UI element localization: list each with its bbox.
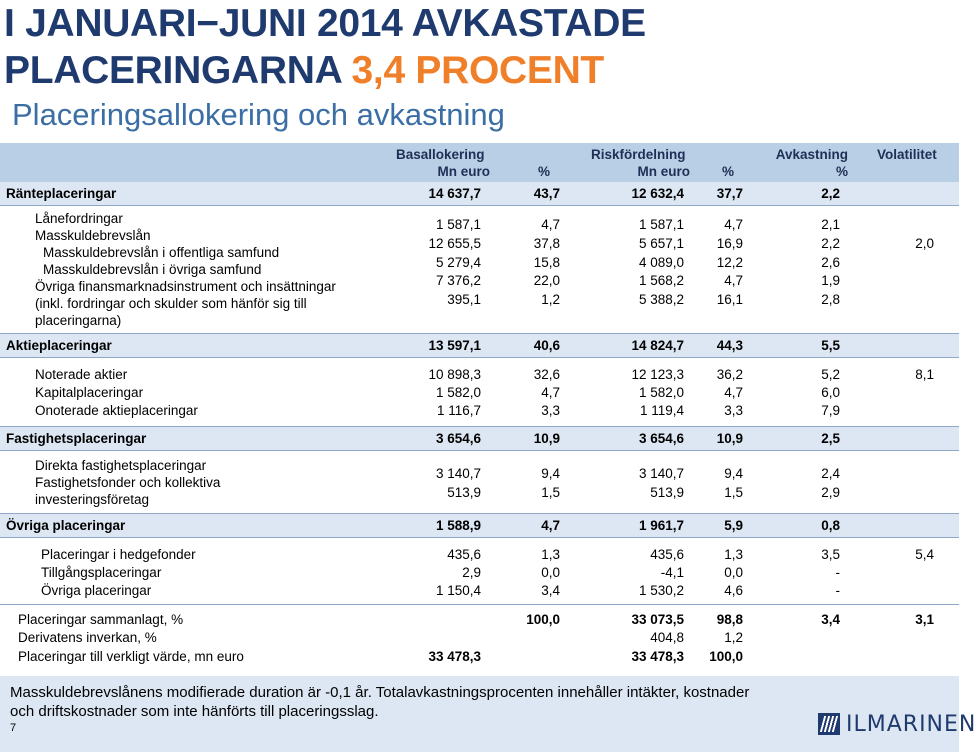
cell-bas-pct: 37,8	[533, 236, 560, 251]
cell-bas-pct: 0,0	[541, 565, 560, 580]
row-label: Noterade aktier	[35, 367, 128, 382]
row-label: Övriga placeringar	[41, 583, 152, 598]
cell-vol: 2,0	[915, 236, 934, 251]
cell-avk: 7,9	[821, 403, 840, 418]
cell-avk: 3,4	[821, 612, 840, 627]
cell-risk-mn: 14 824,7	[631, 338, 684, 353]
cell-risk-mn: 435,6	[650, 547, 684, 562]
cell-vol: 5,4	[915, 547, 934, 562]
cell-risk-mn: 1 961,7	[638, 518, 684, 533]
cell-bas-pct: 32,6	[533, 367, 560, 382]
cell-risk-pct: 1,2	[724, 630, 743, 645]
cell-bas-pct: 40,6	[533, 338, 560, 353]
cell-bas-mn: 10 898,3	[428, 367, 481, 382]
col-bas-pct: %	[538, 164, 551, 179]
cell-avk: 2,8	[821, 292, 840, 307]
section-label-rante: Ränteplaceringar	[6, 186, 117, 201]
row-label: Tillgångsplaceringar	[41, 565, 162, 580]
row-label: Direkta fastighetsplaceringar	[35, 458, 207, 473]
page-subtitle: Placeringsallokering och avkastning	[12, 97, 505, 132]
cell-risk-mn: 1 582,0	[638, 385, 684, 400]
col-riskfordelning: Riskfördelning	[591, 147, 686, 162]
cell-bas-mn: 2,9	[462, 565, 481, 580]
cell-risk-mn: 33 478,3	[631, 649, 684, 664]
separator	[0, 537, 959, 538]
cell-bas-mn: 3 140,7	[435, 466, 481, 481]
cell-bas-mn: 1 116,7	[436, 403, 481, 418]
row-label: Onoterade aktieplaceringar	[35, 403, 198, 418]
cell-avk: 2,4	[821, 466, 840, 481]
cell-risk-pct: 5,9	[724, 518, 743, 533]
cell-bas-pct: 4,7	[541, 518, 560, 533]
cell-risk-mn: 3 140,7	[638, 466, 684, 481]
cell-risk-pct: 1,5	[724, 485, 743, 500]
cell-risk-mn: 12 632,4	[631, 186, 684, 201]
cell-risk-pct: 1,3	[724, 547, 743, 562]
page-number: 7	[10, 722, 17, 734]
cell-bas-mn: 1 582,0	[435, 385, 481, 400]
cell-risk-mn: -4,1	[660, 565, 684, 580]
separator	[0, 357, 959, 358]
cell-avk: 2,2	[821, 186, 840, 201]
footnote: Masskuldebrevslånens modifierade duration är -0,1 år. Totalavkastningsprocenten innehåller intäkter, kostnader och driftskostnader som inte hänförts till placeringsslag.	[10, 684, 750, 720]
cell-bas-pct: 4,7	[541, 217, 560, 232]
cell-avk: 2,6	[821, 255, 840, 270]
row-label: Fastighetsfonder och kollektiva	[35, 475, 221, 490]
cell-bas-pct: 43,7	[533, 186, 560, 201]
page-title-highlight: 3,4 PROCENT	[351, 49, 604, 92]
cell-risk-pct: 44,3	[716, 338, 743, 353]
cell-risk-mn: 1 119,4	[639, 403, 684, 418]
cell-risk-pct: 4,7	[724, 217, 743, 232]
cell-bas-pct: 3,4	[541, 583, 560, 598]
cell-avk: 2,1	[821, 217, 840, 232]
cell-bas-pct: 1,5	[541, 485, 560, 500]
cell-risk-mn: 513,9	[650, 485, 684, 500]
cell-avk: 5,2	[821, 367, 840, 382]
cell-risk-pct: 10,9	[716, 431, 743, 446]
page-title-text: PLACERINGARNA	[4, 49, 352, 92]
page-title-line-1: I JANUARI−JUNI 2014 AVKASTADE	[4, 2, 646, 45]
separator	[0, 205, 959, 206]
cell-risk-mn: 5 657,1	[638, 236, 684, 251]
cell-risk-mn: 1 587,1	[638, 217, 684, 232]
cell-bas-pct: 1,3	[541, 547, 560, 562]
row-label: Placeringar till verkligt värde, mn euro	[18, 649, 244, 664]
cell-bas-mn: 395,1	[447, 292, 481, 307]
cell-risk-mn: 12 123,3	[631, 367, 684, 382]
cell-bas-pct: 10,9	[533, 431, 560, 446]
row-label: Masskuldebrevslån	[35, 228, 151, 243]
section-label-aktie: Aktieplaceringar	[6, 338, 112, 353]
row-label: Placeringar i hedgefonder	[41, 547, 196, 562]
logo-text: ILMARINEN	[846, 711, 976, 737]
cell-risk-mn: 1 568,2	[638, 273, 684, 288]
cell-avk: -	[835, 583, 840, 598]
cell-avk: 2,9	[821, 485, 840, 500]
cell-bas-mn: 12 655,5	[428, 236, 481, 251]
cell-bas-pct: 3,3	[541, 403, 560, 418]
cell-bas-pct: 100,0	[526, 612, 560, 627]
cell-bas-mn: 513,9	[447, 485, 481, 500]
cell-risk-pct: 16,9	[716, 236, 743, 251]
cell-bas-mn: 7 376,2	[435, 273, 481, 288]
cell-risk-mn: 4 089,0	[638, 255, 684, 270]
cell-vol: 8,1	[915, 367, 934, 382]
cell-avk: 3,5	[821, 547, 840, 562]
cell-avk: 2,2	[821, 236, 840, 251]
cell-bas-pct: 15,8	[533, 255, 560, 270]
cell-risk-pct: 4,7	[724, 273, 743, 288]
cell-risk-pct: 100,0	[709, 649, 743, 664]
cell-avk: -	[835, 565, 840, 580]
col-risk-pct: %	[722, 164, 735, 179]
row-label: placeringarna)	[35, 313, 122, 328]
col-basallokering: Basallokering	[396, 147, 485, 162]
row-label: investeringsföretag	[35, 492, 150, 507]
ilmarinen-logo	[818, 712, 976, 736]
cell-avk: 5,5	[821, 338, 840, 353]
cell-bas-mn: 1 587,1	[435, 217, 481, 232]
cell-bas-mn: 14 637,7	[428, 186, 481, 201]
cell-risk-pct: 98,8	[716, 612, 743, 627]
col-avk-pct: %	[836, 164, 849, 179]
cell-risk-pct: 36,2	[716, 367, 743, 382]
cell-avk: 1,9	[821, 273, 840, 288]
cell-bas-mn: 3 654,6	[435, 431, 481, 446]
cell-risk-mn: 33 073,5	[631, 612, 684, 627]
row-label: Lånefordringar	[35, 211, 123, 226]
section-label-ovriga: Övriga placeringar	[6, 518, 126, 533]
cell-avk: 0,8	[821, 518, 840, 533]
cell-bas-mn: 13 597,1	[428, 338, 481, 353]
cell-bas-pct: 22,0	[533, 273, 560, 288]
row-label: Masskuldebrevslån i offentliga samfund	[43, 245, 280, 260]
cell-avk: 2,5	[821, 431, 840, 446]
cell-avk: 6,0	[821, 385, 840, 400]
row-label: (inkl. fordringar och skulder som hänför sig till	[35, 296, 307, 311]
cell-vol: 3,1	[915, 612, 934, 627]
section-label-fastighet: Fastighetsplaceringar	[6, 431, 147, 446]
page-title-line-2	[4, 49, 604, 93]
cell-bas-mn: 435,6	[447, 547, 481, 562]
cell-risk-pct: 4,6	[724, 583, 743, 598]
row-label: Placeringar sammanlagt, %	[18, 612, 184, 627]
cell-bas-mn: 1 150,4	[435, 583, 481, 598]
cell-risk-mn: 3 654,6	[638, 431, 684, 446]
cell-risk-pct: 0,0	[724, 565, 743, 580]
cell-risk-mn: 1 530,2	[638, 583, 684, 598]
cell-bas-mn: 1 588,9	[435, 518, 481, 533]
cell-bas-pct: 4,7	[541, 385, 560, 400]
cell-risk-pct: 3,3	[724, 403, 743, 418]
col-risk-mn-euro: Mn euro	[637, 164, 690, 179]
cell-risk-pct: 4,7	[724, 385, 743, 400]
cell-risk-mn: 5 388,2	[638, 292, 684, 307]
cell-risk-mn: 404,8	[650, 630, 684, 645]
col-avkastning: Avkastning	[775, 147, 848, 162]
cell-bas-mn: 5 279,4	[435, 255, 481, 270]
cell-risk-pct: 37,7	[716, 186, 743, 201]
col-volatilitet: Volatilitet	[877, 147, 937, 162]
separator	[0, 604, 959, 605]
logo-mark-icon	[818, 713, 840, 735]
cell-risk-pct: 9,4	[724, 466, 743, 481]
separator	[0, 450, 959, 451]
row-label: Övriga finansmarknadsinstrument och insättningar	[35, 279, 336, 294]
cell-bas-pct: 1,2	[541, 292, 560, 307]
cell-bas-pct: 9,4	[541, 466, 560, 481]
cell-risk-pct: 12,2	[716, 255, 743, 270]
row-label: Kapitalplaceringar	[35, 385, 144, 400]
cell-bas-mn: 33 478,3	[428, 649, 481, 664]
col-bas-mn-euro: Mn euro	[437, 164, 490, 179]
row-label: Derivatens inverkan, %	[18, 630, 157, 645]
row-label: Masskuldebrevslån i övriga samfund	[43, 262, 262, 277]
cell-risk-pct: 16,1	[716, 292, 743, 307]
